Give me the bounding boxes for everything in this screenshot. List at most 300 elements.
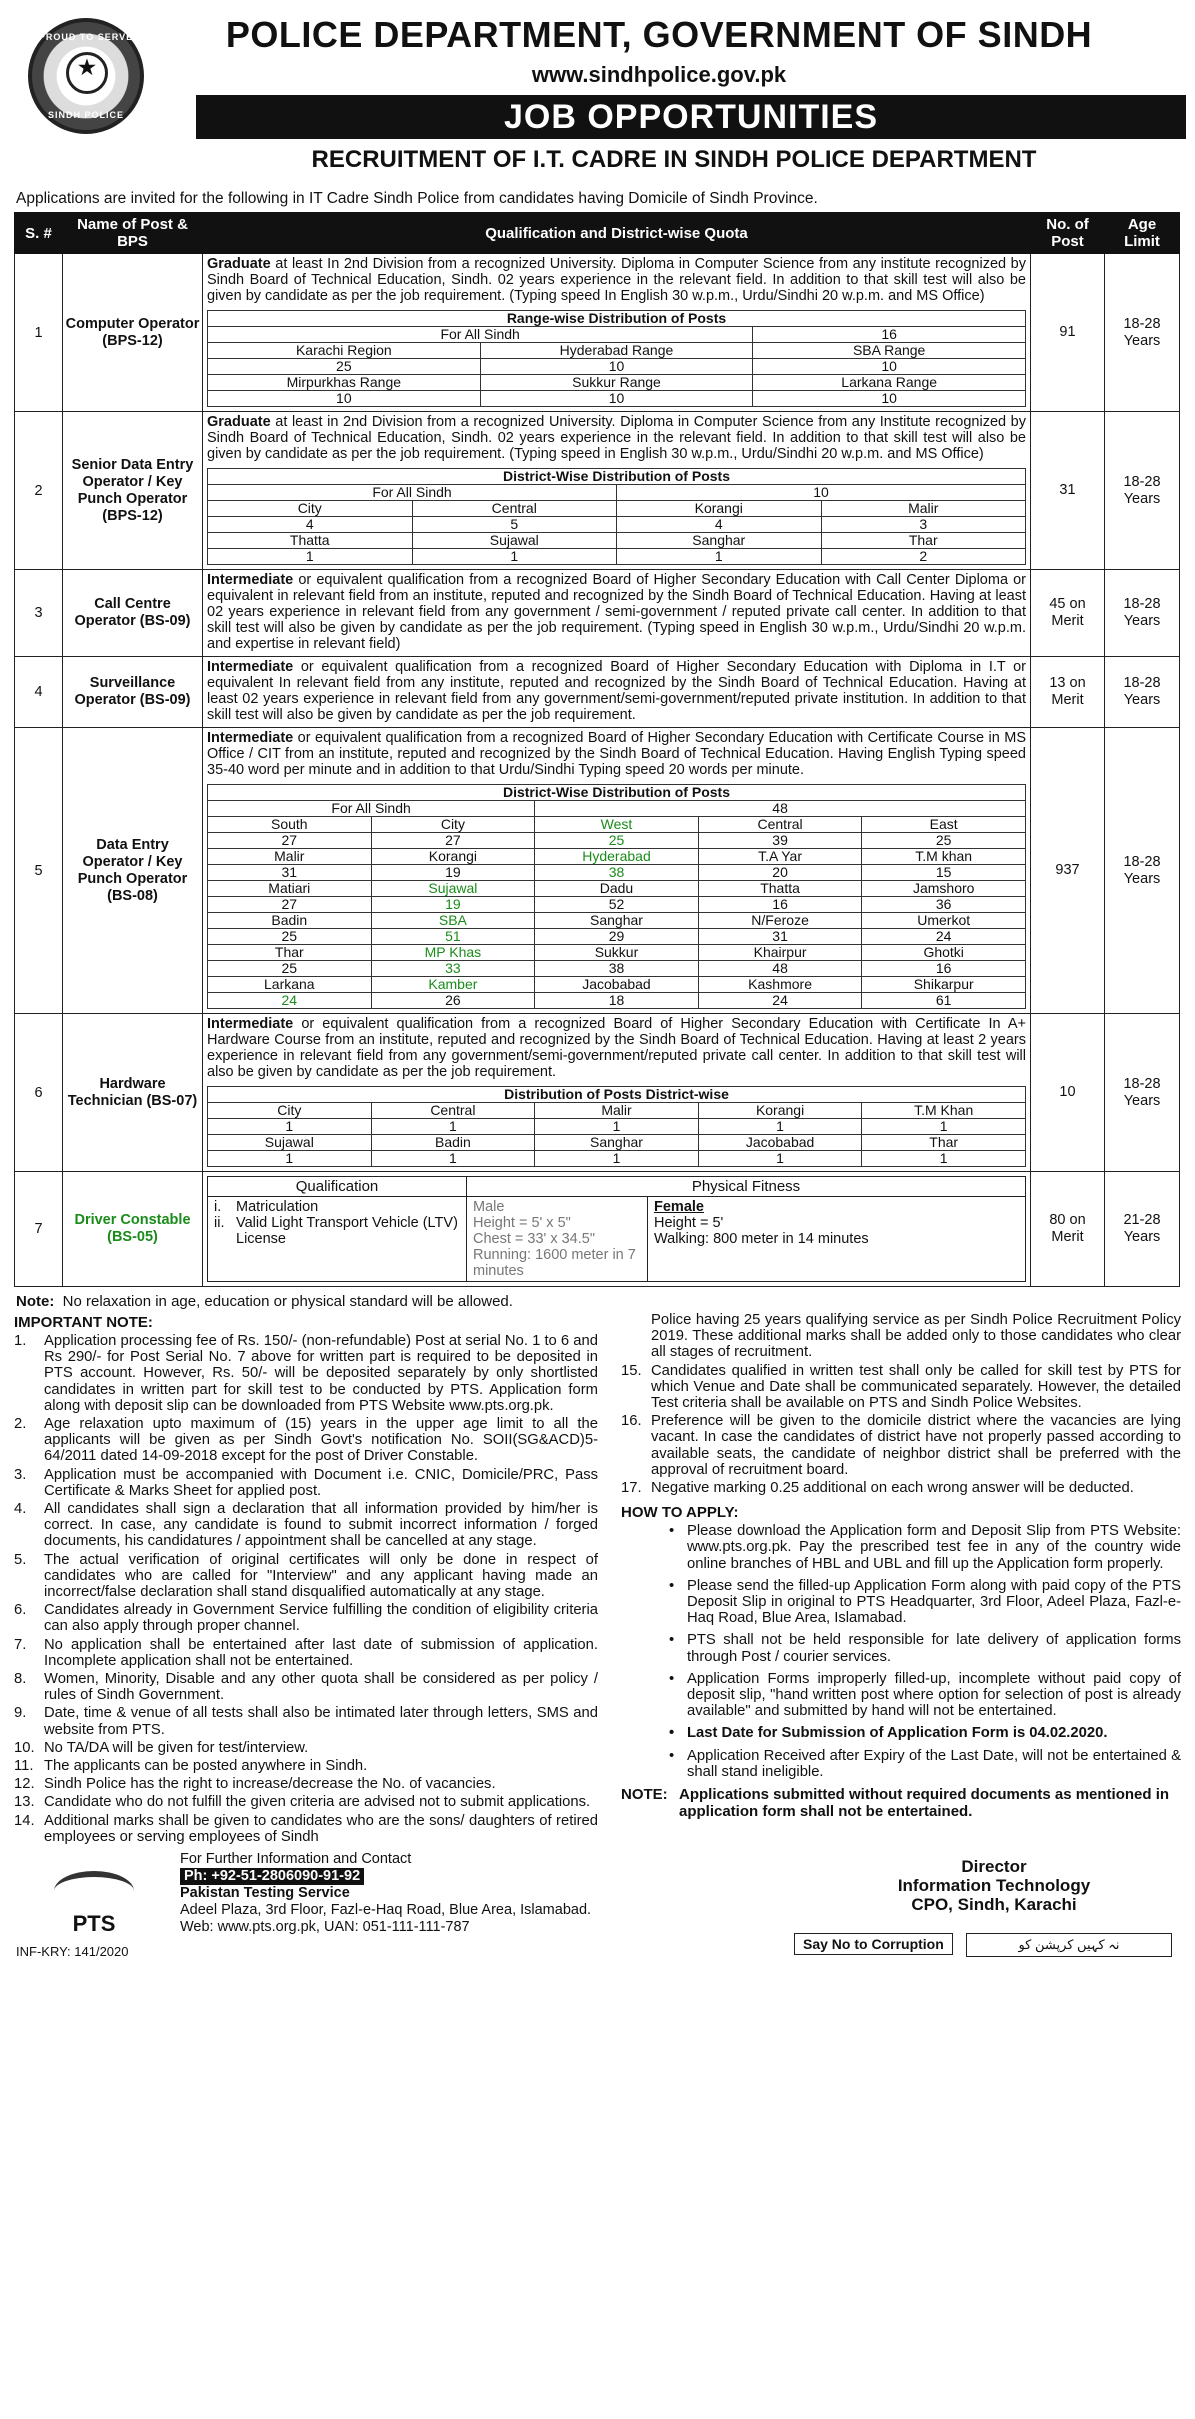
- distribution-row: [208, 993, 1026, 1009]
- distribution-cell: 24: [698, 993, 862, 1009]
- qualification-details: at least In 2nd Division from a recognized University. Diploma in Computer Science from any institute recognized by Sindh Board of Technical Education, Sindh. 02 years experience in the relevant field. In addition to that skill test will also be given by candidate as per the job requirement. (Typing speed In English 30 w.p.m., Urdu/Sindhi 20 w.p.m. and MS Office): [207, 256, 1026, 304]
- pts-logo-text: PTS: [72, 1911, 116, 1937]
- distribution-row: [208, 391, 1026, 407]
- recruitment-subtitle: RECRUITMENT OF I.T. CADRE IN SINDH POLICE DEPARTMENT: [311, 146, 1037, 173]
- distribution-cell: West: [535, 817, 699, 833]
- for-all-sindh-row: [208, 801, 1026, 817]
- item-text: Negative marking 0.25 additional on each wrong answer will be deducted.: [651, 1480, 1134, 1497]
- list-item: [14, 1602, 598, 1634]
- distribution-cell: 25: [535, 833, 699, 849]
- table-row: [15, 1014, 1180, 1172]
- female-line: Walking: 800 meter in 14 minutes: [654, 1231, 869, 1247]
- item-number: 13.: [14, 1794, 35, 1811]
- distribution-cell: Sujawal: [371, 881, 535, 897]
- how-item: • Please send the filled-up Application Form along with paid copy of the PTS Deposit Slip in original to PTS Headquarter, 3rd Floor, Adeel Plaza, Fazl-e-Haq Road, Blue Area, Islamabad.: [621, 1578, 1181, 1627]
- distribution-cell: 52: [535, 897, 699, 913]
- distribution-cell: 38: [535, 961, 699, 977]
- driver-requirements: [207, 1176, 1026, 1282]
- distribution-cell: T.A Yar: [698, 849, 862, 865]
- qualification-text: [207, 659, 1026, 723]
- distribution-cell: Khairpur: [698, 945, 862, 961]
- pts-address: Adeel Plaza, 3rd Floor, Fazl-e-Haq Road, Blue Area, Islamabad.: [180, 1902, 592, 1919]
- distribution-cell: 51: [371, 929, 535, 945]
- list-item: [14, 1671, 598, 1703]
- female-standards: [648, 1197, 875, 1281]
- distribution-row: [208, 517, 1026, 533]
- important-list: [14, 1333, 598, 1845]
- item-number: 8.: [14, 1671, 27, 1688]
- distribution-cell: East: [862, 817, 1026, 833]
- distribution-row: [208, 501, 1026, 517]
- list-item: [14, 1740, 598, 1756]
- distribution-cell: 20: [698, 865, 862, 881]
- signatory-office: CPO, Sindh, Karachi: [911, 1895, 1077, 1915]
- item-number: 12.: [14, 1776, 35, 1793]
- distribution-cell: Larkana: [208, 977, 372, 993]
- distribution-cell: 5: [412, 517, 617, 533]
- distribution-cell: Kashmore: [698, 977, 862, 993]
- distribution-cell: 27: [208, 833, 372, 849]
- footer: [14, 1851, 1181, 1966]
- inf-number: INF-KRY: 141/2020: [16, 1944, 129, 1960]
- list-item: [14, 1416, 598, 1465]
- row-qualification: [203, 1014, 1031, 1172]
- list-item: [14, 1552, 598, 1601]
- note-text: No relaxation in age, education or physical standard will be allowed.: [62, 1293, 513, 1310]
- list-item: [14, 1501, 598, 1550]
- qualification-text: [207, 1016, 1026, 1080]
- qualification-level: Intermediate: [207, 572, 294, 588]
- distribution-title-row: [208, 1087, 1026, 1103]
- row-post-count: 91: [1031, 254, 1105, 412]
- table-row: [15, 412, 1180, 570]
- distribution-cell: Sanghar: [535, 913, 699, 929]
- distribution-cell: Central: [698, 817, 862, 833]
- distribution-cell: 25: [862, 833, 1026, 849]
- list-item: [14, 1758, 598, 1774]
- distribution-cell: 4: [617, 517, 822, 533]
- row-post-name: Hardware Technician (BS-07): [63, 1014, 203, 1172]
- job-opportunities-banner: JOB OPPORTUNITIES: [196, 95, 1186, 139]
- distribution-cell: Badin: [371, 1135, 535, 1151]
- item-number: 11.: [14, 1758, 34, 1775]
- distribution-cell: Sujawal: [208, 1135, 372, 1151]
- item-text: Application processing fee of Rs. 150/- (non-refundable) Post at serial No. 1 to 6 and Rs 290/- for Post Serial No. 7 above for written part is required to be deposited in PTS account. However, Rs. 50/- will be deposited separately by only shortlisted candidates in written part for skill test to be conducted by PTS. Application form along with deposit slip can be downloaded from PTS Website www.pts.org.pk.: [44, 1333, 598, 1414]
- distribution-cell: 25: [208, 961, 372, 977]
- row-qualification: [203, 1172, 1031, 1287]
- row-post-name: Call Centre Operator (BS-09): [63, 570, 203, 657]
- distribution-cell: Korangi: [698, 1103, 862, 1119]
- distribution-row: [208, 1151, 1026, 1167]
- how-to-apply-title: HOW TO APPLY:: [621, 1504, 739, 1522]
- distribution-cell: 36: [862, 897, 1026, 913]
- distribution-cell: 1: [617, 549, 822, 565]
- submission-note-label: NOTE:: [621, 1786, 668, 1804]
- item-text: Additional marks shall be given to candidates who are the sons/ daughters of retired employees or serving employees of Sindh: [44, 1812, 598, 1845]
- how-item: • Application Received after Expiry of the Last Date, will not be entertained & shall stand ineligible.: [621, 1748, 1181, 1780]
- pts-contact: [180, 1851, 591, 1936]
- distribution-cell: 16: [698, 897, 862, 913]
- distribution-cell: Mirpurkhas Range: [208, 375, 481, 391]
- list-item: [14, 1705, 598, 1737]
- distribution-row: [208, 817, 1026, 833]
- row-post-name: Surveillance Operator (BS-09): [63, 657, 203, 728]
- qualification-level: Intermediate: [207, 1016, 294, 1032]
- table-row: [15, 254, 1180, 412]
- posts-table: [14, 212, 1180, 1287]
- distribution-cell: Sujawal: [412, 533, 617, 549]
- female-line: Female: [654, 1199, 704, 1215]
- list-item: [14, 1467, 598, 1499]
- distribution-cell: 10: [480, 359, 753, 375]
- distribution-cell: 38: [535, 865, 699, 881]
- pts-web[interactable]: Web: www.pts.org.pk, UAN: 051-111-111-787: [180, 1919, 470, 1936]
- item-number: 9.: [14, 1705, 27, 1722]
- row-qualification: [203, 254, 1031, 412]
- how-to-apply-list: [621, 1523, 1181, 1780]
- row-post-count: 13 on Merit: [1031, 657, 1105, 728]
- notes-columns: [14, 1312, 1181, 1847]
- item-number: 16.: [621, 1413, 642, 1430]
- distribution-cell: 1: [412, 549, 617, 565]
- distribution-cell: SBA Range: [753, 343, 1026, 359]
- row-sn: 2: [15, 412, 63, 570]
- physical-fitness-head: Physical Fitness: [467, 1177, 1025, 1197]
- distribution-cell: Sukkur Range: [480, 375, 753, 391]
- signatory-dept: Information Technology: [897, 1876, 1091, 1896]
- distribution-cell: City: [208, 501, 413, 517]
- list-item: [14, 1333, 598, 1414]
- qualification-text: [207, 414, 1026, 462]
- item-text: Candidates qualified in written test shall only be called for skill test by PTS for which Venue and Date shall be communicated separately. However, the detailed Test criteria shall be available on PTS and Sindh Police Websites.: [651, 1362, 1181, 1412]
- distribution-cell: 25: [208, 929, 372, 945]
- distribution-cell: Larkana Range: [753, 375, 1026, 391]
- distribution-title: Range-wise Distribution of Posts: [208, 311, 1026, 327]
- item-number: 4.: [14, 1501, 27, 1518]
- for-all-sindh-label: For All Sindh: [208, 801, 535, 817]
- distribution-row: [208, 897, 1026, 913]
- distribution-cell: Ghotki: [862, 945, 1026, 961]
- distribution-row: [208, 375, 1026, 391]
- distribution-cell: 61: [862, 993, 1026, 1009]
- qualification-text: [207, 730, 1026, 778]
- distribution-cell: 24: [862, 929, 1026, 945]
- distribution-cell: 31: [208, 865, 372, 881]
- qualification-text: [207, 572, 1026, 652]
- row-post-count: 80 on Merit: [1031, 1172, 1105, 1287]
- item-text: Application must be accompanied with Document i.e. CNIC, Domicile/PRC, Pass Certificate & Marks Sheet for applied post.: [44, 1466, 598, 1499]
- row-post-count: 10: [1031, 1014, 1105, 1172]
- item-number: 6.: [14, 1602, 27, 1619]
- intro-text: Applications are invited for the following in IT Cadre Sindh Police from candidates having Domicile of Sindh Province.: [16, 190, 818, 207]
- distribution-cell: 26: [371, 993, 535, 1009]
- table-row: [15, 1172, 1180, 1287]
- qualification-text: [207, 256, 1026, 304]
- distribution-row: [208, 833, 1026, 849]
- distribution-cell: 33: [371, 961, 535, 977]
- distribution-cell: 27: [371, 833, 535, 849]
- list-item: [14, 1776, 598, 1792]
- item-text: Preference will be given to the domicile district where the vacancies are lying vacant. In case the candidates of district have not properly passed according to available seats, the candidate of neighbor district shall be preferred with the approval of recruitment board.: [651, 1413, 1181, 1478]
- notes-right: [621, 1312, 1181, 1847]
- distribution-cell: 39: [698, 833, 862, 849]
- distribution-cell: Thar: [821, 533, 1026, 549]
- qualification-item: [214, 1215, 460, 1247]
- distribution-cell: City: [208, 1103, 372, 1119]
- distribution-cell: Umerkot: [862, 913, 1026, 929]
- male-line: Chest = 33' x 34.5": [473, 1231, 595, 1247]
- row-post-name: Computer Operator (BPS-12): [63, 254, 203, 412]
- row-age-limit: 18-28 Years: [1105, 412, 1180, 570]
- distribution-cell: Thatta: [208, 533, 413, 549]
- header: [14, 10, 1181, 188]
- distribution-table: [207, 468, 1026, 565]
- how-item: • Last Date for Submission of Application Form is 04.02.2020.: [621, 1725, 1181, 1741]
- submission-note: [621, 1786, 1181, 1820]
- row-qualification: [203, 728, 1031, 1014]
- row-sn: 5: [15, 728, 63, 1014]
- distribution-cell: 27: [208, 897, 372, 913]
- col-sn: S. #: [15, 213, 63, 254]
- distribution-cell: 1: [698, 1119, 862, 1135]
- badge-star-icon: ★: [66, 52, 108, 94]
- row-age-limit: 21-28 Years: [1105, 1172, 1180, 1287]
- col-qualification: Qualification and District-wise Quota: [203, 213, 1031, 254]
- col-age: Age Limit: [1105, 213, 1180, 254]
- distribution-cell: Central: [371, 1103, 535, 1119]
- distribution-cell: 16: [862, 961, 1026, 977]
- distribution-cell: T.M Khan: [862, 1103, 1026, 1119]
- distribution-row: [208, 961, 1026, 977]
- distribution-cell: Hyderabad Range: [480, 343, 753, 359]
- distribution-cell: 1: [208, 1119, 372, 1135]
- distribution-cell: 3: [821, 517, 1026, 533]
- item-14-continued: Police having 25 years qualifying service as per Sindh Police Recruitment Policy 2019. These additional marks shall be added only to those candidates who clear all stages of recruitment.: [651, 1312, 1181, 1361]
- qualification-level: Intermediate: [207, 659, 294, 675]
- item-text: Date, time & venue of all tests shall also be intimated later through letters, SMS and website from PTS.: [44, 1705, 598, 1738]
- qualification-details: or equivalent qualification from a recognized Board of Higher Secondary Education with Call Center Diploma or equivalent in relevant field from an institute, reputed and recognized by the Sindh Board of Technical Education. Having at least 02 years experience in relevant field from any government / semi-government / reputed private call center. In addition to that skill test will also be given by candidate as per the job requirement. (Typing speed in English 30 w.p.m., Urdu/Sindhi 20 w.p.m. and expertise in relevant field): [207, 572, 1026, 652]
- distribution-row: [208, 1135, 1026, 1151]
- distribution-row: [208, 929, 1026, 945]
- distribution-cell: Central: [412, 501, 617, 517]
- distribution-title-row: [208, 469, 1026, 485]
- important-note-title: IMPORTANT NOTE:: [14, 1314, 153, 1331]
- distribution-title: Distribution of Posts District-wise: [208, 1087, 1026, 1103]
- pts-name: Pakistan Testing Service: [180, 1885, 350, 1902]
- list-item: [621, 1480, 1181, 1496]
- distribution-cell: 1: [371, 1151, 535, 1167]
- item-numeral: i.: [214, 1199, 222, 1215]
- distribution-cell: 10: [753, 391, 1026, 407]
- table-header-row: [15, 213, 1180, 254]
- item-number: 3.: [14, 1466, 27, 1483]
- list-item: [14, 1637, 598, 1669]
- for-all-sindh-row: [208, 485, 1026, 501]
- male-line: Height = 5' x 5": [473, 1215, 571, 1231]
- item-number: 1.: [14, 1333, 27, 1349]
- distribution-cell: 18: [535, 993, 699, 1009]
- list-item: [14, 1813, 598, 1845]
- website-link[interactable]: www.sindhpolice.gov.pk: [531, 62, 787, 87]
- distribution-cell: 24: [208, 993, 372, 1009]
- distribution-row: [208, 533, 1026, 549]
- qualification-items: [208, 1197, 466, 1249]
- male-line: Male: [473, 1199, 505, 1215]
- logo-bottom-text: SINDH POLICE: [47, 110, 124, 120]
- item-text: Matriculation: [236, 1199, 319, 1215]
- distribution-cell: Thar: [208, 945, 372, 961]
- distribution-row: [208, 343, 1026, 359]
- distribution-cell: Thar: [862, 1135, 1026, 1151]
- distribution-cell: 48: [698, 961, 862, 977]
- distribution-table: [207, 784, 1026, 1009]
- item-text: Age relaxation upto maximum of (15) years in the upper age limit to all the applicants will be given as per Sindh Govt's notification No. SOII(SG&ACD)5-64/2011 dated 14-09-2018 except for the post of Driver Constable.: [44, 1416, 598, 1465]
- qualification-head: Qualification: [208, 1177, 466, 1197]
- how-item: • Please download the Application form and Deposit Slip from PTS Website: www.pts.org.pk. Pay the prescribed test fee in any of the country wide online branches of HBL and UBL and fill up the Application form properly.: [621, 1523, 1181, 1572]
- male-standards: [467, 1197, 648, 1281]
- qualification-details: at least in 2nd Division from a recognized University. Diploma in Computer Science from any Institute recognized by Sindh Board of Technical Education, Sindh. 02 years experience in the relevant field. In addition to that skill test will also be given by candidate as per the job requirement. (Typing speed in English 30 w.p.m., Urdu/Sindhi 20 w.p.m. and MS Office): [207, 414, 1026, 462]
- for-all-sindh-row: [208, 327, 1026, 343]
- distribution-cell: 19: [371, 897, 535, 913]
- qualification-details: or equivalent qualification from a recognized Board of Higher Secondary Education with Certificate In A+ Hardware Course from an institute, reputed and recognized by the Sindh Board of Technical Education. Having at least 2 years experience in relevant field from any government/semi-government/reputed private call center. In addition to that skill test will also be given by candidate as per the job requirement.: [207, 1016, 1026, 1080]
- distribution-cell: SBA: [371, 913, 535, 929]
- distribution-title: District-Wise Distribution of Posts: [208, 469, 1026, 485]
- distribution-title-row: [208, 311, 1026, 327]
- item-text: No TA/DA will be given for test/interview.: [44, 1739, 309, 1756]
- distribution-row: [208, 849, 1026, 865]
- item-text: Sindh Police has the right to increase/decrease the No. of vacancies.: [44, 1776, 496, 1793]
- row-sn: 4: [15, 657, 63, 728]
- distribution-cell: Jamshoro: [862, 881, 1026, 897]
- distribution-cell: Jacobabad: [535, 977, 699, 993]
- row-age-limit: 18-28 Years: [1105, 657, 1180, 728]
- distribution-cell: N/Feroze: [698, 913, 862, 929]
- distribution-row: [208, 865, 1026, 881]
- contact-label: For Further Information and Contact: [180, 1851, 412, 1868]
- fitness-columns: [467, 1197, 1025, 1281]
- col-posts: No. of Post: [1031, 213, 1105, 254]
- list-item: [14, 1794, 598, 1810]
- distribution-cell: 31: [698, 929, 862, 945]
- distribution-row: [208, 977, 1026, 993]
- item-text: Women, Minority, Disable and any other quota shall be considered as per policy / rules of Sindh Government.: [44, 1671, 598, 1704]
- important-notes-left: [14, 1312, 598, 1847]
- distribution-cell: 19: [371, 865, 535, 881]
- qualification-details: or equivalent qualification from a recognized Board of Higher Secondary Education with Diploma in I.T or equivalent In relevant field from any institute, reputed and recognized by the Sindh Board of Technical Education. Having at least 02 years experience in relevant field from any government/semi-government/reputed private institution. In addition to that skill test will also be given by candidate as per the job requirement.: [207, 659, 1026, 723]
- distribution-cell: 1: [862, 1119, 1026, 1135]
- row-age-limit: 18-28 Years: [1105, 1014, 1180, 1172]
- distribution-cell: City: [371, 817, 535, 833]
- distribution-row: [208, 945, 1026, 961]
- distribution-cell: 1: [862, 1151, 1026, 1167]
- col-post: Name of Post & BPS: [63, 213, 203, 254]
- qualification-box: [208, 1177, 467, 1281]
- distribution-cell: Sukkur: [535, 945, 699, 961]
- item-numeral: ii.: [214, 1215, 225, 1231]
- distribution-cell: 29: [535, 929, 699, 945]
- item-text: The applicants can be posted anywhere in Sindh.: [44, 1758, 368, 1775]
- for-all-sindh-value: 48: [535, 801, 1026, 817]
- qualification-level: Intermediate: [207, 730, 294, 746]
- qualification-item: [214, 1199, 460, 1215]
- contact-phone[interactable]: Ph: +92-51-2806090-91-92: [180, 1868, 364, 1885]
- distribution-table: [207, 1086, 1026, 1167]
- item-text: The actual verification of original certificates will only be done in respect of candidates who are called for "Interview" and any applicant having made an incorrect/false declaration shall stand disqualified automatically at any stage.: [44, 1551, 598, 1601]
- row-qualification: [203, 570, 1031, 657]
- department-title: POLICE DEPARTMENT, GOVERNMENT OF SINDH: [225, 14, 1093, 55]
- urdu-slogan: نہ کہیں کرپشن کو: [966, 1933, 1172, 1957]
- item-text: No application shall be entertained after last date of submission of application. Incomplete application shall not be entertained.: [44, 1636, 598, 1669]
- row-qualification: [203, 412, 1031, 570]
- row-sn: 7: [15, 1172, 63, 1287]
- for-all-sindh-label: For All Sindh: [208, 327, 753, 343]
- item-number: 17.: [621, 1480, 642, 1497]
- sindh-police-logo: [28, 18, 144, 134]
- table-row: [15, 728, 1180, 1014]
- distribution-cell: Malir: [208, 849, 372, 865]
- table-row: [15, 657, 1180, 728]
- table-row: [15, 570, 1180, 657]
- distribution-cell: Badin: [208, 913, 372, 929]
- distribution-cell: 2: [821, 549, 1026, 565]
- distribution-cell: Karachi Region: [208, 343, 481, 359]
- female-line: Height = 5': [654, 1215, 724, 1231]
- physical-fitness-box: [467, 1177, 1025, 1281]
- distribution-title: District-Wise Distribution of Posts: [208, 785, 1026, 801]
- distribution-cell: Jacobabad: [698, 1135, 862, 1151]
- row-age-limit: 18-28 Years: [1105, 570, 1180, 657]
- item-number: 2.: [14, 1416, 27, 1433]
- logo-top-text: PROUD TO SERVE: [38, 32, 134, 42]
- distribution-cell: Thatta: [698, 881, 862, 897]
- signatory-title: Director: [961, 1857, 1027, 1877]
- how-item: • PTS shall not be held responsible for late delivery of application forms through Post / courier services.: [621, 1632, 1181, 1664]
- list-item: [621, 1413, 1181, 1478]
- item-text: Valid Light Transport Vehicle (LTV) License: [236, 1215, 458, 1247]
- distribution-cell: Malir: [535, 1103, 699, 1119]
- distribution-cell: 4: [208, 517, 413, 533]
- item-number: 7.: [14, 1636, 27, 1653]
- distribution-cell: 1: [371, 1119, 535, 1135]
- distribution-row: [208, 359, 1026, 375]
- submission-note-text: Applications submitted without required documents as mentioned in application form shall not be entertained.: [679, 1786, 1170, 1821]
- row-post-name: Senior Data Entry Operator / Key Punch Operator (BPS-12): [63, 412, 203, 570]
- male-line: Running: 1600 meter in 7 minutes: [473, 1247, 636, 1279]
- distribution-cell: 10: [480, 391, 753, 407]
- distribution-cell: Shikarpur: [862, 977, 1026, 993]
- row-sn: 6: [15, 1014, 63, 1172]
- distribution-row: [208, 881, 1026, 897]
- how-item: • Application Forms improperly filled-up, incomplete without paid copy of deposit slip, "hand written post where option for selection of post is already available" and submitted by hand will not be entertained.: [621, 1671, 1181, 1720]
- distribution-table: [207, 310, 1026, 407]
- list-item: [621, 1363, 1181, 1412]
- row-sn: 3: [15, 570, 63, 657]
- row-age-limit: 18-28 Years: [1105, 254, 1180, 412]
- item-text: Candidates already in Government Service fulfilling the condition of eligibility criteria can also apply through proper channel.: [44, 1602, 598, 1635]
- distribution-cell: Matiari: [208, 881, 372, 897]
- row-post-name: Driver Constable (BS-05): [63, 1172, 203, 1287]
- item-number: 10.: [14, 1739, 35, 1756]
- distribution-cell: Kamber: [371, 977, 535, 993]
- distribution-cell: 1: [698, 1151, 862, 1167]
- distribution-row: [208, 549, 1026, 565]
- distribution-cell: 10: [753, 359, 1026, 375]
- row-post-count: 31: [1031, 412, 1105, 570]
- distribution-cell: 10: [208, 391, 481, 407]
- important-list-continued: [621, 1363, 1181, 1497]
- distribution-cell: Malir: [821, 501, 1026, 517]
- distribution-cell: 1: [208, 1151, 372, 1167]
